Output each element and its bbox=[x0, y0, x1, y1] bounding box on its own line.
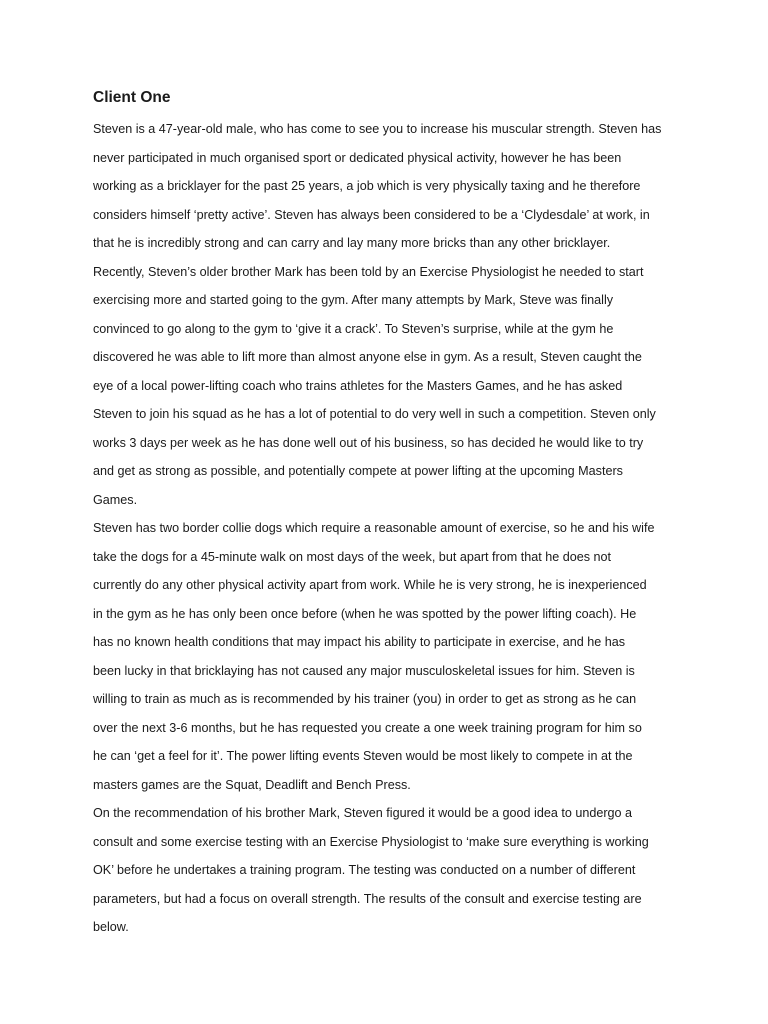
text-line: Recently, Steven’s older brother Mark has been told by an Exercise Physiologist he needed to start bbox=[93, 264, 644, 279]
text-line: considers himself ‘pretty active’. Steven has always been considered to be a ‘Clydesdale’ at work, in bbox=[93, 207, 650, 222]
text-line: has no known health conditions that may impact his ability to participate in exercise, and he has bbox=[93, 635, 626, 649]
paragraph-client-background bbox=[93, 115, 681, 514]
text-line: convinced to go along to the gym to ‘give it a crack’. To Steven’s surprise, while at the gym he bbox=[93, 321, 614, 336]
text-line: discovered he was able to lift more than almost anyone else in gym. As a result, Steven caught the bbox=[93, 350, 642, 364]
text-line: been lucky in that bricklaying has not caused any major musculoskeletal issues for him. Steven is bbox=[93, 663, 635, 678]
document-heading: Client One bbox=[93, 89, 171, 106]
text-line: currently do any other physical activity apart from work. While he is very strong, he is inexperienced bbox=[93, 578, 647, 592]
text-line: OK’ before he undertakes a training program. The testing was conducted on a number of different bbox=[93, 863, 636, 877]
text-line: Games. bbox=[93, 492, 138, 507]
document-body bbox=[93, 86, 681, 942]
text-line: in the gym as he has only been once before (when he was spotted by the power lifting coach). He bbox=[93, 606, 637, 621]
text-line: masters games are the Squat, Deadlift and Bench Press. bbox=[93, 777, 411, 792]
text-line: consult and some exercise testing with an Exercise Physiologist to ‘make sure everything is working bbox=[93, 834, 649, 849]
text-line: willing to train as much as is recommended by his trainer (you) in order to get as strong as he can bbox=[93, 692, 637, 706]
text-line: Steven to join his squad as he has a lot of potential to do very well in such a competition. Steven only bbox=[93, 407, 656, 421]
text-line: take the dogs for a 45-minute walk on most days of the week, but apart from that he does not bbox=[93, 549, 612, 564]
text-line: never participated in much organised sport or dedicated physical activity, however he has been bbox=[93, 150, 622, 165]
text-line: he can ‘get a feel for it’. The power lifting events Steven would be most likely to compete in at the bbox=[93, 749, 633, 763]
text-line: below. bbox=[93, 920, 129, 934]
paragraph-consult-testing bbox=[93, 799, 681, 942]
paragraph-activity-and-health bbox=[93, 514, 681, 799]
text-line: Steven has two border collie dogs which require a reasonable amount of exercise, so he and his wife bbox=[93, 521, 655, 535]
text-line: eye of a local power-lifting coach who trains athletes for the Masters Games, and he has asked bbox=[93, 378, 623, 393]
text-line: that he is incredibly strong and can carry and lay many more bricks than any other bricklayer. bbox=[93, 236, 611, 250]
text-line: Steven is a 47-year-old male, who has come to see you to increase his muscular strength. Steven has bbox=[93, 122, 662, 136]
text-line: and get as strong as possible, and potentially compete at power lifting at the upcoming Masters bbox=[93, 464, 623, 478]
text-line: exercising more and started going to the gym. After many attempts by Mark, Steve was finally bbox=[93, 293, 614, 307]
text-line: working as a bricklayer for the past 25 years, a job which is very physically taxing and he therefore bbox=[93, 179, 641, 193]
text-line: On the recommendation of his brother Mark, Steven figured it would be a good idea to undergo a bbox=[93, 806, 633, 820]
text-line: parameters, but had a focus on overall strength. The results of the consult and exercise testing are bbox=[93, 891, 642, 906]
text-line: over the next 3-6 months, but he has requested you create a one week training program for him so bbox=[93, 720, 642, 735]
text-line: works 3 days per week as he has done well out of his business, so has decided he would like to try bbox=[93, 435, 644, 450]
